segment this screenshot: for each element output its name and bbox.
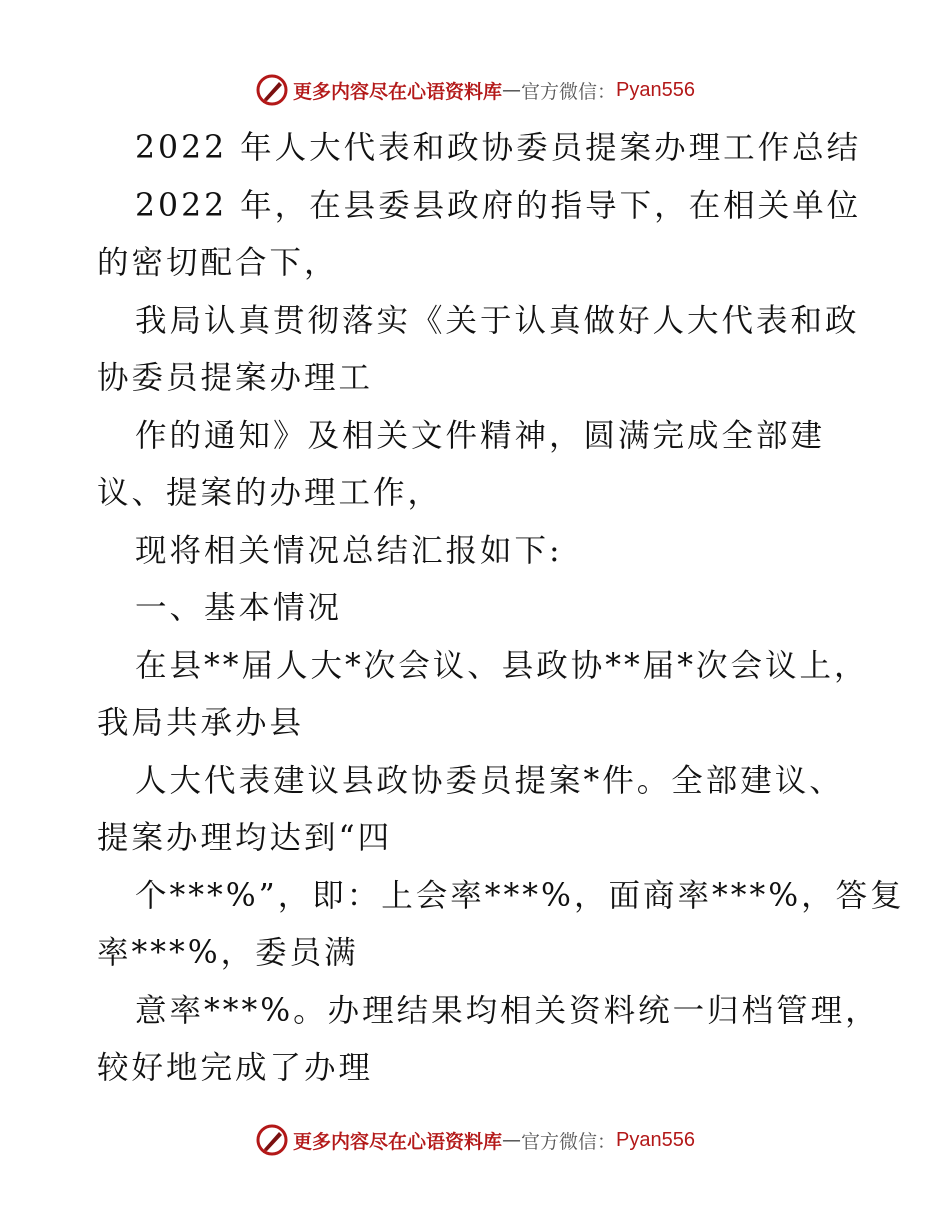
paragraph-line: 人大代表建议县政协委员提案*件。全部建议、 — [135, 762, 844, 799]
paragraph-line: 我局认真贯彻落实《关于认真做好人大代表和政 — [135, 302, 860, 339]
paragraph-line: 较好地完成了办理 — [97, 1050, 374, 1086]
banner-prefix: 更多内容尽在心语资料库 — [293, 80, 503, 103]
document-title: 2022 年人大代表和政协委员提案办理工作总结 — [135, 130, 862, 166]
header-banner — [0, 70, 950, 110]
paragraph-line: 提案办理均达到“四 — [97, 820, 393, 856]
banner-wechat-id: Pyan556 — [616, 1128, 695, 1151]
pen-logo-icon — [255, 73, 289, 107]
paragraph-line: 的密切配合下， — [97, 245, 339, 281]
document-body — [97, 120, 905, 1098]
paragraph-line: 我局共承办县 — [97, 705, 305, 741]
banner-wechat-id: Pyan556 — [616, 78, 695, 101]
banner-middle: 官方微信： — [521, 80, 617, 103]
banner-middle: 官方微信： — [521, 1130, 617, 1153]
paragraph-line: 现将相关情况总结汇报如下: — [135, 532, 563, 569]
paragraph-line: 议、提案的办理工作， — [97, 475, 443, 511]
paragraph-line: 个***%”，即：上会率***%，面商率***%，答复 — [135, 877, 905, 914]
paragraph-line: 意率***%。办理结果均相关资料统一归档管理， — [135, 992, 880, 1029]
footer-banner — [0, 1120, 950, 1160]
banner-separator: — — [502, 1129, 522, 1151]
banner-separator: — — [502, 79, 522, 101]
paragraph-line: 率***%，委员满 — [97, 935, 359, 971]
paragraph-line: 在县**届人大*次会议、县政协**届*次会议上， — [135, 647, 869, 684]
pen-logo-icon — [255, 1123, 289, 1157]
banner-prefix: 更多内容尽在心语资料库 — [293, 1130, 503, 1153]
section-heading: 一、基本情况 — [135, 590, 343, 626]
paragraph-line: 协委员提案办理工 — [97, 360, 374, 396]
paragraph-line: 作的通知》及相关文件精神，圆满完成全部建 — [135, 417, 826, 454]
paragraph-line: 2022 年，在县委县政府的指导下，在相关单位 — [135, 187, 862, 224]
